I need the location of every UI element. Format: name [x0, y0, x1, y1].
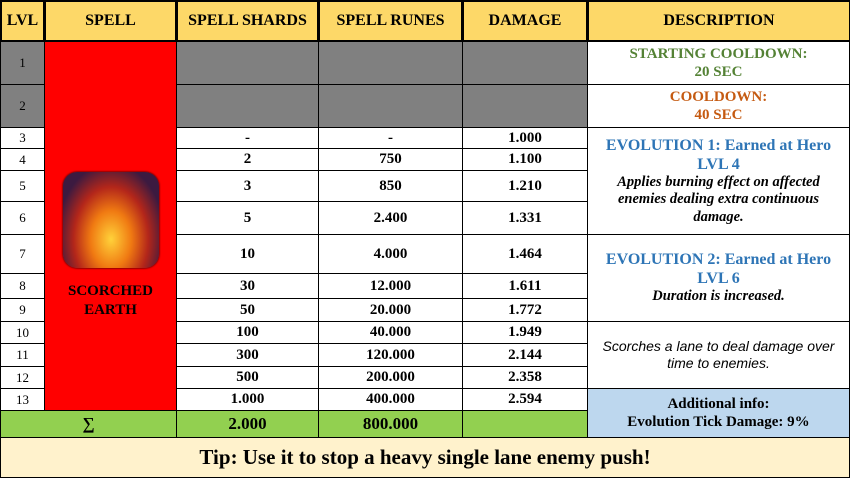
spell-cell	[44, 41, 177, 411]
damage-cell: 2.144	[462, 343, 588, 367]
damage-cell: 1.210	[462, 170, 588, 202]
evolution-2-title: EVOLUTION 2: Earned at Hero LVL 6	[605, 251, 832, 288]
starting-cooldown-value: 20 SEC	[694, 64, 743, 80]
runes-cell: 400.000	[318, 388, 463, 411]
runes-cell: 750	[318, 148, 463, 171]
runes-cell: 4.000	[318, 234, 463, 274]
shards-cell	[176, 84, 319, 128]
evolution-1-text: Applies burning effect on affected enemies dealing extra continuous damage.	[617, 174, 820, 225]
shards-cell	[176, 41, 319, 85]
runes-cell: 200.000	[318, 366, 463, 389]
level-cell: 12	[0, 366, 45, 389]
damage-cell: 1.331	[462, 201, 588, 235]
shards-cell: 500	[176, 366, 319, 389]
level-cell: 10	[0, 321, 45, 344]
level-cell: 5	[0, 170, 45, 202]
shards-cell: 3	[176, 170, 319, 202]
damage-cell	[462, 84, 588, 128]
level-cell: 7	[0, 234, 45, 274]
spell-name: SCORCHED EARTH	[67, 282, 153, 318]
evolution-1-title: EVOLUTION 1: Earned at Hero LVL 4	[605, 136, 832, 173]
level-cell: 8	[0, 273, 45, 299]
damage-cell	[462, 41, 588, 85]
runes-cell: 12.000	[318, 273, 463, 299]
damage-cell: 2.358	[462, 366, 588, 389]
level-cell: 9	[0, 298, 45, 322]
shards-cell: 5	[176, 201, 319, 235]
starting-cooldown	[587, 41, 850, 85]
damage-cell: 1.772	[462, 298, 588, 322]
level-cell: 3	[0, 127, 45, 149]
additional-info-value: Evolution Tick Damage: 9%	[627, 414, 810, 430]
header-spell-runes: SPELL RUNES	[318, 0, 463, 42]
cooldown-label: COOLDOWN:	[669, 89, 768, 105]
level-cell: 13	[0, 388, 45, 411]
sum-runes: 800.000	[318, 410, 463, 438]
additional-info	[587, 388, 850, 438]
header-lvl: LVL	[0, 0, 45, 42]
sum-shards: 2.000	[176, 410, 319, 438]
shards-cell: 100	[176, 321, 319, 344]
spell-summary	[587, 321, 850, 389]
shards-cell: 1.000	[176, 388, 319, 411]
evolution-1	[587, 127, 850, 235]
runes-cell: 850	[318, 170, 463, 202]
runes-cell	[318, 84, 463, 128]
level-cell: 1	[0, 41, 45, 85]
shards-cell: 2	[176, 148, 319, 171]
header-damage: DAMAGE	[462, 0, 588, 42]
additional-info-label: Additional info:	[667, 396, 770, 412]
shards-cell: -	[176, 127, 319, 149]
shards-cell: 300	[176, 343, 319, 367]
level-cell: 2	[0, 84, 45, 128]
level-cell: 6	[0, 201, 45, 235]
damage-cell: 1.100	[462, 148, 588, 171]
evolution-2	[587, 234, 850, 322]
runes-cell	[318, 41, 463, 85]
cooldown-value: 40 SEC	[694, 107, 743, 123]
shards-cell: 30	[176, 273, 319, 299]
shards-cell: 50	[176, 298, 319, 322]
level-cell: 4	[0, 148, 45, 171]
runes-cell: 120.000	[318, 343, 463, 367]
runes-cell: -	[318, 127, 463, 149]
spell-summary-text: Scorches a lane to deal damage over time to enemies.	[602, 338, 835, 371]
evolution-2-text: Duration is increased.	[652, 288, 785, 305]
damage-cell: 2.594	[462, 388, 588, 411]
sum-symbol: ∑	[0, 410, 177, 438]
runes-cell: 20.000	[318, 298, 463, 322]
sum-damage	[462, 410, 588, 438]
shards-cell: 10	[176, 234, 319, 274]
damage-cell: 1.611	[462, 273, 588, 299]
cooldown	[587, 84, 850, 128]
level-cell: 11	[0, 343, 45, 367]
header-description: DESCRIPTION	[587, 0, 850, 42]
runes-cell: 40.000	[318, 321, 463, 344]
tip-banner: Tip: Use it to stop a heavy single lane enemy push!	[0, 437, 850, 478]
runes-cell: 2.400	[318, 201, 463, 235]
scorched-earth-icon	[63, 172, 159, 268]
damage-cell: 1.949	[462, 321, 588, 344]
damage-cell: 1.000	[462, 127, 588, 149]
header-spell-shards: SPELL SHARDS	[176, 0, 319, 42]
damage-cell: 1.464	[462, 234, 588, 274]
header-spell: SPELL	[44, 0, 177, 42]
starting-cooldown-label: STARTING COOLDOWN:	[629, 46, 808, 62]
